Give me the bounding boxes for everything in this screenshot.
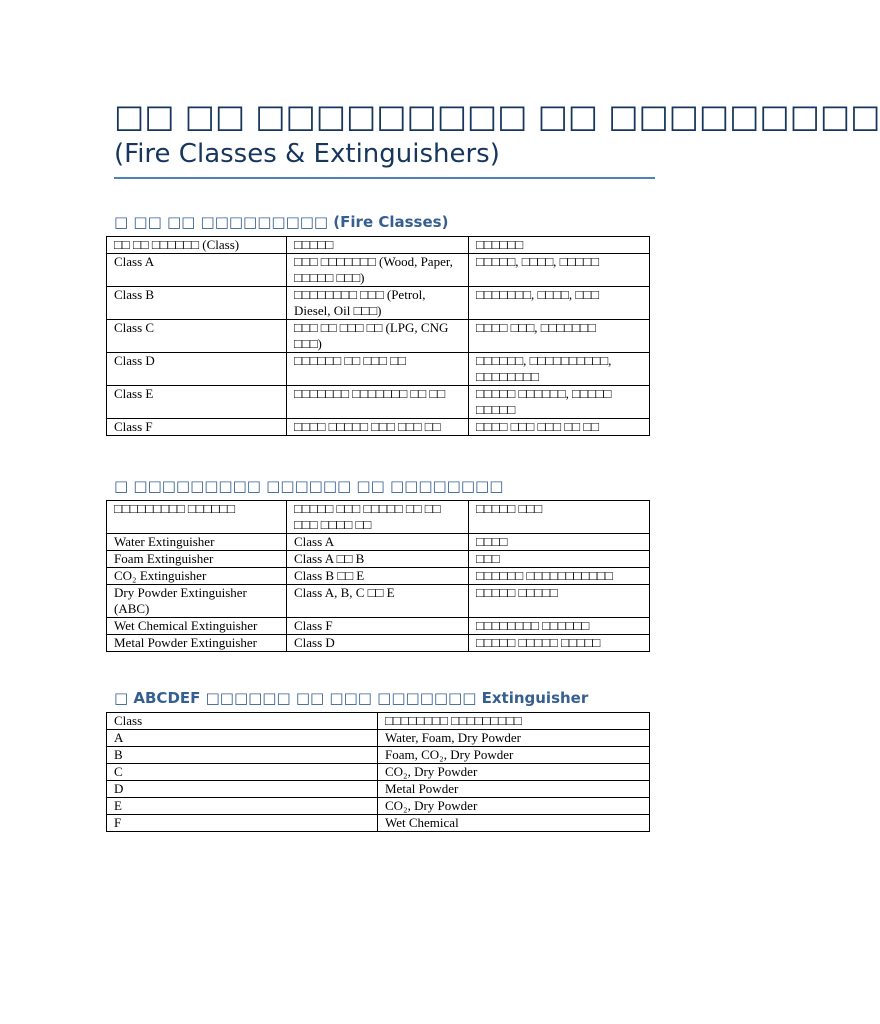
table-header-cell: □□ □□ □□□□□□ (Class)	[107, 237, 287, 254]
table-cell: CO₂, Dry Powder	[378, 764, 650, 781]
section-heading-abcdef-classes: □ ABCDEF □□□□□□ □□ □□□ □□□□□□□ Extinguisher	[114, 689, 589, 707]
table-cell: Class F	[287, 618, 469, 635]
table-header-row	[107, 237, 650, 254]
table-row	[107, 353, 650, 386]
table-cell: B	[107, 747, 378, 764]
table-cell: □□□□ □□□, □□□□□□□	[469, 320, 650, 353]
table-cell: Foam, CO₂, Dry Powder	[378, 747, 650, 764]
table-header-cell: □□□□□□□□ □□□□□□□□□	[378, 713, 650, 730]
title-divider	[114, 177, 655, 179]
table-row	[107, 781, 650, 798]
page-title-english: (Fire Classes & Extinguishers)	[114, 139, 500, 169]
table-cell: Class A, B, C □□ E	[287, 585, 469, 618]
table-header-cell: □□□□□	[287, 237, 469, 254]
table-cell: Water, Foam, Dry Powder	[378, 730, 650, 747]
table-cell: □□□□□ □□□□□	[469, 585, 650, 618]
table-cell: □□□□□□□□ □□□ (Petrol, Diesel, Oil □□□)	[287, 287, 469, 320]
table-row	[107, 534, 650, 551]
table-cell: Water Extinguisher	[107, 534, 287, 551]
table-row	[107, 730, 650, 747]
table-row	[107, 585, 650, 618]
table-cell: □□□□ □□□□□ □□□ □□□ □□	[287, 419, 469, 436]
table-row	[107, 419, 650, 436]
table-cell: A	[107, 730, 378, 747]
class-extinguisher-mapping-table	[106, 712, 650, 832]
table-cell: □□□ □□□□□□□ (Wood, Paper, □□□□□ □□□)	[287, 254, 469, 287]
table-cell: Class F	[107, 419, 287, 436]
table-cell: Wet Chemical	[378, 815, 650, 832]
table-cell: □□□□□□, □□□□□□□□□□, □□□□□□□□	[469, 353, 650, 386]
table-cell: □□□□□□ □□□□□□□□□□□	[469, 568, 650, 585]
table-cell: Dry Powder Extinguisher (ABC)	[107, 585, 287, 618]
table-header-row	[107, 501, 650, 534]
table-cell: Class B	[107, 287, 287, 320]
table-row	[107, 551, 650, 568]
table-cell: Class A	[107, 254, 287, 287]
table-row	[107, 320, 650, 353]
table-header-cell: Class	[107, 713, 378, 730]
table-cell: C	[107, 764, 378, 781]
table-cell: Class A □□ B	[287, 551, 469, 568]
table-cell: Class C	[107, 320, 287, 353]
section-heading-fire-classes: □ □□ □□ □□□□□□□□□ (Fire Classes)	[114, 213, 449, 231]
table-cell: □□□□	[469, 534, 650, 551]
table-header-row	[107, 713, 650, 730]
table-cell: D	[107, 781, 378, 798]
table-header-cell: □□□□□□	[469, 237, 650, 254]
table-row	[107, 798, 650, 815]
table-cell: CO₂ Extinguisher	[107, 568, 287, 585]
table-cell: Class E	[107, 386, 287, 419]
page-title-hindi: □□ □□ □□□□□□□□□ □□ □□□□□□□□□	[114, 97, 880, 135]
table-row	[107, 618, 650, 635]
table-header-cell: □□□□□ □□□	[469, 501, 650, 534]
table-cell: □□□□□□ □□ □□□ □□	[287, 353, 469, 386]
table-cell: Wet Chemical Extinguisher	[107, 618, 287, 635]
table-cell: □□□□□ □□□□□ □□□□□	[469, 635, 650, 652]
table-cell: □□□□□ □□□□□□, □□□□□ □□□□□	[469, 386, 650, 419]
table-cell: □□□□□, □□□□, □□□□□	[469, 254, 650, 287]
section-heading-extinguisher-types: □ □□□□□□□□□ □□□□□□ □□ □□□□□□□□	[114, 477, 504, 495]
table-cell: Class B □□ E	[287, 568, 469, 585]
table-row	[107, 568, 650, 585]
table-cell: □□□	[469, 551, 650, 568]
table-cell: Metal Powder	[378, 781, 650, 798]
table-cell: □□□□ □□□ □□□ □□ □□	[469, 419, 650, 436]
table-row	[107, 815, 650, 832]
table-row	[107, 386, 650, 419]
table-cell: F	[107, 815, 378, 832]
table-cell: □□□□□□□, □□□□, □□□	[469, 287, 650, 320]
table-cell: CO₂, Dry Powder	[378, 798, 650, 815]
fire-classes-table	[106, 236, 650, 436]
table-cell: Class A	[287, 534, 469, 551]
table-cell: E	[107, 798, 378, 815]
table-header-cell: □□□□□□□□□ □□□□□□	[107, 501, 287, 534]
table-row	[107, 747, 650, 764]
table-cell: □□□□□□□ □□□□□□□ □□ □□	[287, 386, 469, 419]
table-cell: □□□ □□ □□□ □□ (LPG, CNG □□□)	[287, 320, 469, 353]
table-header-cell: □□□□□ □□□ □□□□□ □□ □□ □□□ □□□□ □□	[287, 501, 469, 534]
table-cell: Class D	[287, 635, 469, 652]
table-cell: Foam Extinguisher	[107, 551, 287, 568]
extinguisher-types-table	[106, 500, 650, 652]
table-row	[107, 764, 650, 781]
table-row	[107, 287, 650, 320]
table-cell: Class D	[107, 353, 287, 386]
table-row	[107, 254, 650, 287]
table-cell: □□□□□□□□ □□□□□□	[469, 618, 650, 635]
table-cell: Metal Powder Extinguisher	[107, 635, 287, 652]
table-row	[107, 635, 650, 652]
